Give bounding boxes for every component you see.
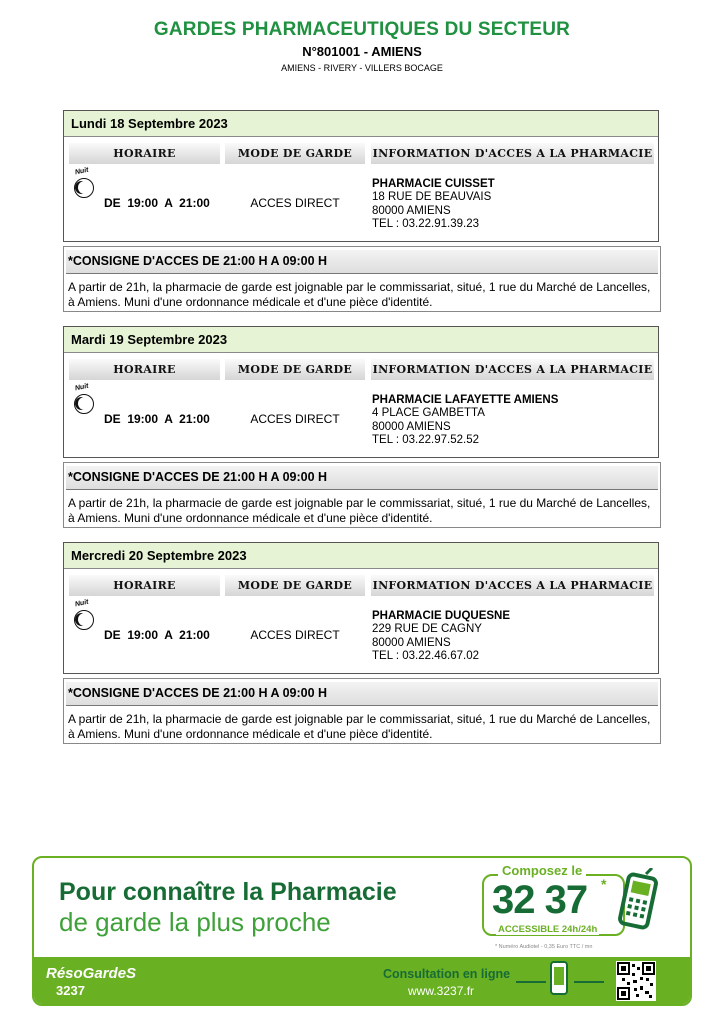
pharmacy-address: 4 PLACE GAMBETTA <box>372 407 485 420</box>
smartphone-icon <box>549 960 569 996</box>
promo-banner <box>32 856 692 1006</box>
service-number: 32 37 <box>492 878 588 922</box>
horaire-value: DE 19:00 A 21:00 <box>104 628 210 642</box>
accessible-label: ACCESSIBLE 24h/24h <box>498 924 598 935</box>
day-date: Mardi 19 Septembre 2023 <box>64 327 658 353</box>
pharmacy-city: 80000 AMIENS <box>372 420 451 433</box>
pharmacy-info <box>372 394 558 447</box>
night-moon-icon <box>72 600 98 636</box>
horaire-value: DE 19:00 A 21:00 <box>104 412 210 426</box>
column-mode: MODE DE GARDE <box>225 359 365 380</box>
consult-online-label: Consultation en ligne <box>383 967 511 981</box>
sector-zone: AMIENS - RIVERY - VILLERS BOCAGE <box>281 63 443 73</box>
consigne-title: *CONSIGNE D'ACCES DE 21:00 H A 09:00 H <box>66 466 658 490</box>
column-mode: MODE DE GARDE <box>225 143 365 164</box>
banner-subheadline: de garde la plus proche <box>59 907 331 937</box>
pharmacy-info <box>372 610 510 663</box>
resogardes-logo: RésoGardeS <box>46 965 137 982</box>
column-horaire: HORAIRE <box>69 143 220 164</box>
pharmacy-address: 229 RUE DE CAGNY <box>372 623 482 636</box>
day-box-2 <box>63 326 659 458</box>
horaire-value: DE 19:00 A 21:00 <box>104 196 210 210</box>
night-moon-icon <box>72 384 98 420</box>
pharmacy-address: 18 RUE DE BEAUVAIS <box>372 191 492 204</box>
consigne-title: *CONSIGNE D'ACCES DE 21:00 H A 09:00 H <box>66 250 658 274</box>
night-label: Nuit <box>74 598 90 609</box>
column-horaire: HORAIRE <box>69 575 220 596</box>
column-mode: MODE DE GARDE <box>225 575 365 596</box>
pharmacy-name: PHARMACIE LAFAYETTE AMIENS <box>372 394 559 406</box>
pharmacy-info <box>372 178 495 231</box>
column-horaire: HORAIRE <box>69 359 220 380</box>
consigne-box-2 <box>63 462 661 528</box>
website-link[interactable]: www.3237.fr <box>408 984 475 998</box>
pharmacy-phone: TEL : 03.22.97.52.52 <box>372 433 479 446</box>
banner-headline: Pour connaître la Pharmacie <box>59 878 397 906</box>
resogardes-number: 3237 <box>56 983 85 998</box>
day-box-3 <box>63 542 659 674</box>
pharmacy-city: 80000 AMIENS <box>372 636 451 649</box>
qr-code-icon[interactable] <box>616 961 656 1001</box>
consigne-box-1 <box>63 246 661 312</box>
consigne-title: *CONSIGNE D'ACCES DE 21:00 H A 09:00 H <box>66 682 658 706</box>
mobile-phone-icon <box>614 868 662 930</box>
compose-label: Composez le <box>498 863 586 878</box>
fine-print: * Numéro Audiotel - 0,35 Euro TTC / mn <box>495 944 593 950</box>
night-label: Nuit <box>74 166 90 177</box>
pharmacy-phone: TEL : 03.22.46.67.02 <box>372 649 479 662</box>
day-date: Mercredi 20 Septembre 2023 <box>64 543 658 569</box>
pharmacy-name: PHARMACIE CUISSET <box>372 178 495 190</box>
column-info: INFORMATION D'ACCES A LA PHARMACIE <box>371 359 654 380</box>
banner-footer <box>34 957 690 1006</box>
page-title: GARDES PHARMACEUTIQUES DU SECTEUR <box>153 19 571 40</box>
pharmacy-phone: TEL : 03.22.91.39.23 <box>372 217 479 230</box>
mode-value: ACCES DIRECT <box>250 412 340 426</box>
day-box-1 <box>63 110 659 242</box>
night-label: Nuit <box>74 382 90 393</box>
night-moon-icon <box>72 168 98 204</box>
consigne-text: A partir de 21h, la pharmacie de garde est joignable par le commissariat, situé, 1 rue du Marché de Lancelles, à Amiens. Muni d'une ordonnance médicale et d'une pièce d'identité. <box>68 712 651 741</box>
consigne-text: A partir de 21h, la pharmacie de garde est joignable par le commissariat, situé, 1 rue du Marché de Lancelles, à Amiens. Muni d'une ordonnance médicale et d'une pièce d'identité. <box>68 280 651 309</box>
mode-value: ACCES DIRECT <box>250 628 340 642</box>
consigne-text: A partir de 21h, la pharmacie de garde est joignable par le commissariat, situé, 1 rue du Marché de Lancelles, à Amiens. Muni d'une ordonnance médicale et d'une pièce d'identité. <box>68 496 651 525</box>
asterisk: * <box>601 876 607 892</box>
sector-number: N°801001 - AMIENS <box>302 44 422 59</box>
consigne-box-3 <box>63 678 661 744</box>
mode-value: ACCES DIRECT <box>250 196 340 210</box>
column-info: INFORMATION D'ACCES A LA PHARMACIE <box>371 575 654 596</box>
pharmacy-name: PHARMACIE DUQUESNE <box>372 610 511 622</box>
day-date: Lundi 18 Septembre 2023 <box>64 111 658 137</box>
pharmacy-city: 80000 AMIENS <box>372 204 451 217</box>
column-info: INFORMATION D'ACCES A LA PHARMACIE <box>371 143 654 164</box>
